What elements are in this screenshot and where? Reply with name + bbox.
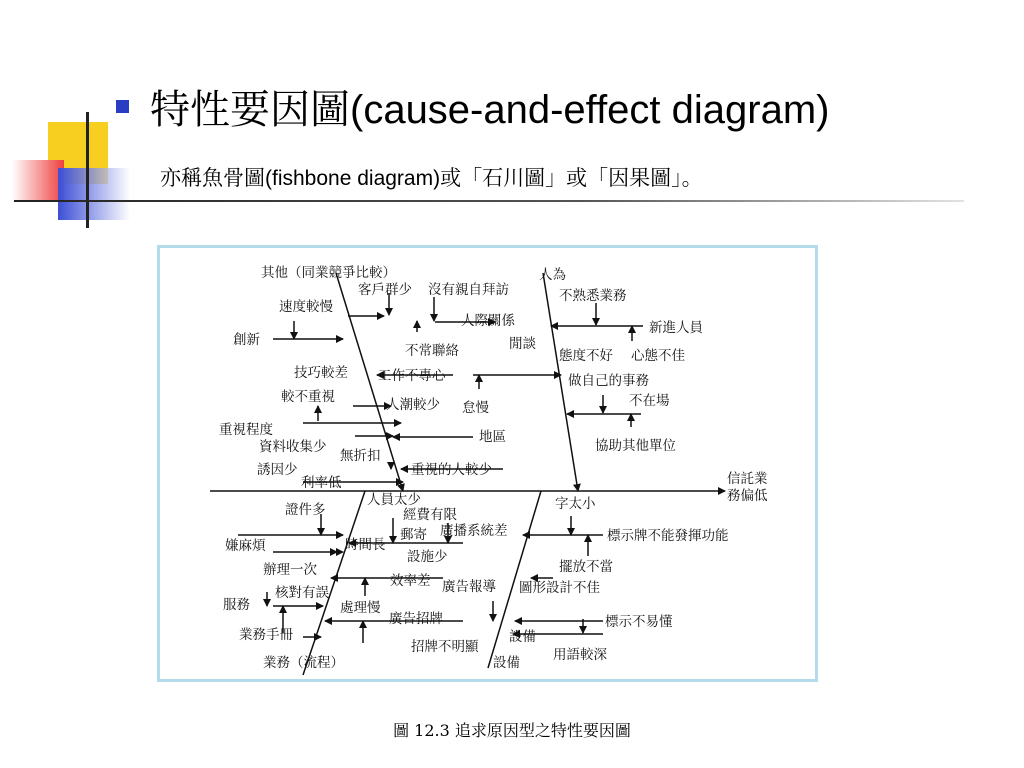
cause-label: 廣告招牌	[389, 611, 443, 627]
cause-label: 資料收集少	[259, 439, 327, 455]
slide-title: 特性要因圖(cause-and-effect diagram)	[150, 88, 830, 132]
fishbone-svg	[160, 248, 815, 679]
cause-label: 不在場	[629, 393, 670, 409]
cause-label: 標示牌不能發揮功能	[607, 528, 729, 544]
cause-label: 人際關係	[461, 313, 515, 329]
cause-label: 設施少	[407, 549, 448, 565]
cause-label: 利率低	[301, 475, 342, 491]
cause-label: 經費有限	[403, 507, 457, 523]
slide-subtitle: 亦稱魚骨圖(fishbone diagram)或「石川圖」或「因果圖」。	[160, 167, 703, 190]
cause-label: 無折扣	[340, 448, 381, 464]
cause-label: 處理慢	[340, 600, 381, 616]
cause-label: 不常聯絡	[405, 343, 459, 359]
cause-label: 人潮較少	[386, 397, 440, 413]
cause-label: 重視程度	[219, 422, 273, 438]
cause-label: 時間長	[345, 537, 386, 553]
cause-label: 郵寄	[400, 527, 427, 543]
main-bone-process	[303, 491, 365, 675]
title-bullet-icon	[116, 100, 129, 113]
cause-label: 重視的人較少	[411, 462, 492, 478]
cause-label: 業務（流程）	[263, 655, 344, 671]
cause-label: 地區	[479, 429, 506, 445]
cause-label: 標示不易懂	[605, 614, 673, 630]
cause-label: 招牌不明顯	[411, 639, 479, 655]
cause-label: 服務	[223, 597, 250, 613]
cause-label: 客戶群少	[358, 282, 412, 298]
cause-label: 業務手冊	[239, 627, 293, 643]
cause-label: 辦理一次	[263, 562, 317, 578]
cause-label: 字太小	[555, 496, 596, 512]
effect-label: 務偏低	[727, 488, 768, 504]
decor-blue-square	[58, 168, 130, 220]
cause-label: 設備	[493, 655, 520, 671]
cause-label: 速度較慢	[279, 299, 333, 315]
cause-label: 證件多	[285, 502, 326, 518]
cause-label: 技巧較差	[294, 365, 348, 381]
cause-label: 效率差	[390, 573, 431, 589]
cause-label: 創新	[233, 332, 260, 348]
decor-horizontal-line	[14, 200, 964, 202]
effect-label: 信託業	[727, 471, 768, 487]
decor-vertical-line	[86, 112, 89, 228]
cause-label: 嫌麻煩	[225, 538, 266, 554]
cause-label: 廣告報導	[442, 579, 496, 595]
cause-label: 做自己的事務	[568, 373, 649, 389]
cause-label: 擺放不當	[559, 559, 613, 575]
cause-label: 圖形設計不佳	[519, 580, 600, 596]
decor-red-square	[12, 160, 64, 200]
cause-label: 不熟悉業務	[559, 288, 627, 304]
cause-label: 較不重視	[281, 389, 335, 405]
cause-label: 怠慢	[462, 400, 489, 416]
cause-label: 設備	[509, 629, 536, 645]
cause-label: 核對有誤	[275, 585, 329, 601]
cause-label: 工作不專心	[378, 368, 446, 384]
cause-label: 新進人員	[649, 320, 703, 336]
cause-label: 人為	[539, 267, 566, 283]
cause-label: 協助其他單位	[595, 438, 676, 454]
cause-label: 閒談	[509, 336, 536, 352]
cause-label: 沒有親自拜訪	[428, 282, 509, 298]
cause-label: 廣播系統差	[440, 523, 508, 539]
cause-label: 心態不佳	[631, 348, 685, 364]
fishbone-diagram	[157, 245, 818, 682]
cause-label: 誘因少	[257, 462, 298, 478]
figure-caption: 圖 12.3 追求原因型之特性要因圖	[393, 721, 631, 740]
cause-label: 其他（同業競爭比較）	[261, 265, 396, 281]
cause-label: 用語較深	[553, 647, 607, 663]
cause-label: 態度不好	[559, 348, 613, 364]
cause-label: 人員太少	[367, 492, 421, 508]
